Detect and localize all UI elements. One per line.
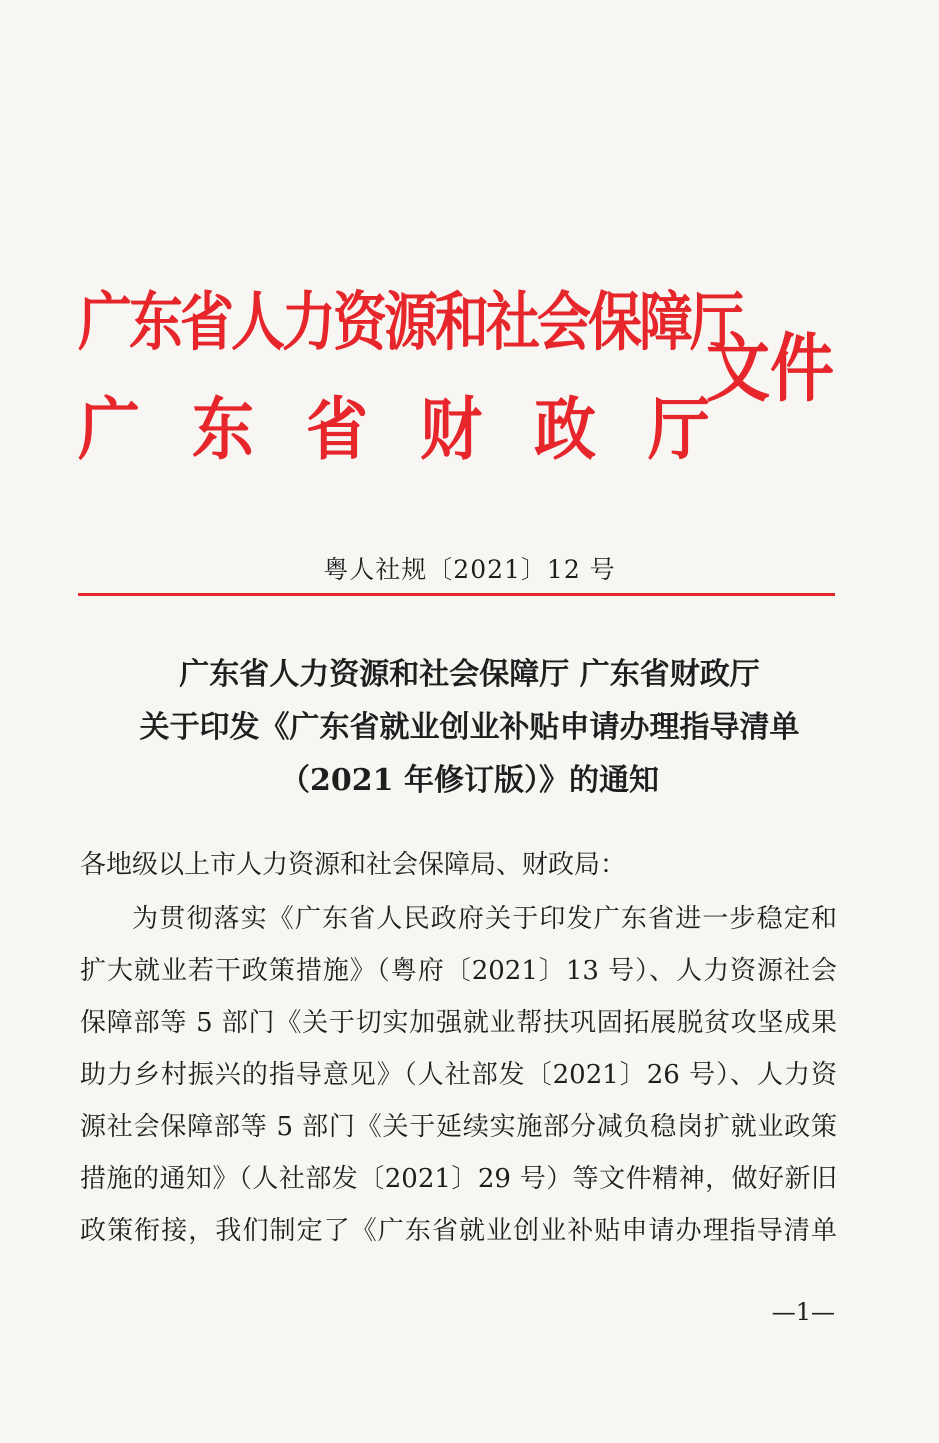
issuer-line-1: 广东省人力资源和社会保障厅	[78, 284, 741, 360]
body-line: 源社会保障部等 5 部门《关于延续实施部分减负稳岗扩就业政策	[80, 1112, 837, 1142]
body-line: 政策衔接，我们制定了《广东省就业创业补贴申请办理指导清单	[80, 1216, 837, 1246]
title-line-3: （2021 年修订版）》的通知	[280, 763, 659, 798]
salutation: 各地级以上市人力资源和社会保障局、财政局：	[80, 850, 627, 880]
body-line: 助力乡村振兴的指导意见》（人社部发〔2021〕26 号）、人力资	[80, 1060, 837, 1090]
body-text	[80, 893, 837, 1257]
red-divider	[78, 593, 835, 596]
notice-title	[0, 648, 939, 807]
body-line: 保障部等 5 部门《关于切实加强就业帮扶巩固拓展脱贫攻坚成果	[80, 1008, 837, 1038]
body-line: 为贯彻落实《广东省人民政府关于印发广东省进一步稳定和	[132, 904, 837, 934]
body-line: 扩大就业若干政策措施》（粤府〔2021〕13 号）、人力资源社会	[80, 956, 837, 986]
title-line-1: 广东省人力资源和社会保障厅 广东省财政厅	[179, 657, 760, 692]
body-line: 措施的通知》（人社部发〔2021〕29 号）等文件精神，做好新旧	[80, 1164, 837, 1194]
document-number: 粤人社规〔2021〕12 号	[323, 555, 616, 584]
title-line-2: 关于印发《广东省就业创业补贴申请办理指导清单	[139, 710, 800, 745]
issuer-line-2: 广东省财政厅	[78, 389, 763, 470]
document-type-label: 文件	[706, 327, 834, 413]
page-number: —1—	[771, 1298, 835, 1326]
